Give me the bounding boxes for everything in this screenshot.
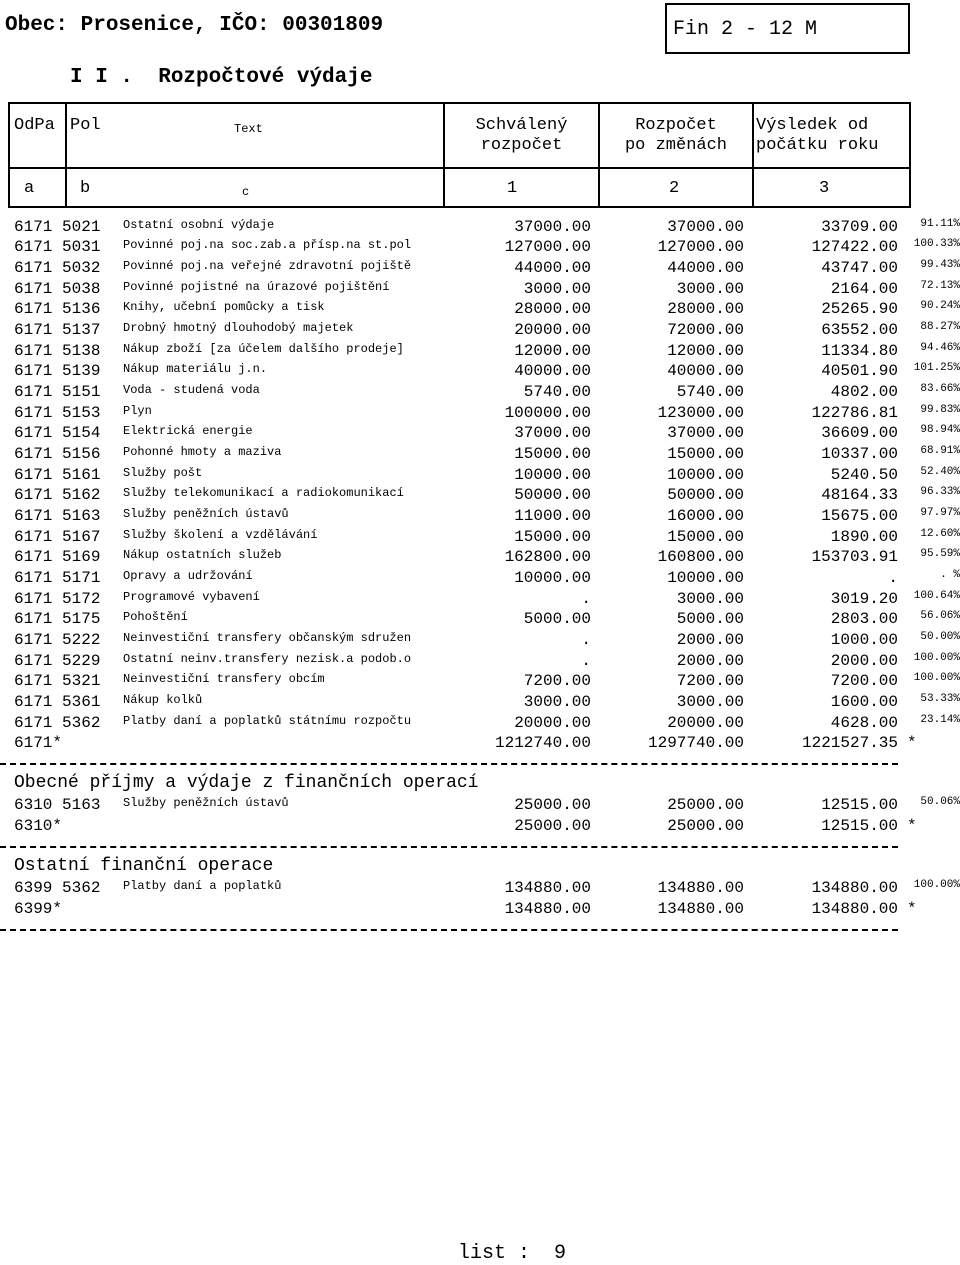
col-rozpocet-line1: Rozpočet	[635, 116, 717, 135]
row-upraveny: 2000.00	[676, 631, 744, 649]
row-schvaleny: 10000.00	[514, 569, 591, 587]
row-schvaleny: 28000.00	[514, 300, 591, 318]
row-schvaleny: 25000.00	[514, 796, 591, 814]
table-row	[14, 672, 960, 692]
row-codes: 6171 5156	[14, 445, 101, 463]
column-divider	[65, 104, 67, 206]
row-text: Ostatní osobní výdaje	[123, 218, 275, 232]
col-text: Text	[234, 122, 263, 136]
row-upraveny: 7200.00	[676, 672, 744, 690]
row-percent: 101.25%	[913, 362, 960, 374]
table-row	[14, 424, 960, 444]
row-schvaleny: .	[581, 590, 591, 608]
col-vysledek-line2: počátku roku	[756, 136, 879, 155]
row-upraveny: 123000.00	[657, 404, 744, 422]
row-codes: 6171 5175	[14, 610, 101, 628]
row-upraveny: 5000.00	[676, 610, 744, 628]
row-schvaleny: 15000.00	[514, 528, 591, 546]
row-upraveny: 5740.00	[676, 383, 744, 401]
table-row	[14, 404, 960, 424]
row-percent: 99.83%	[920, 404, 960, 416]
row-text: Neinvestiční transfery občanským sdružen	[123, 631, 412, 645]
row-codes: 6171 5138	[14, 342, 101, 360]
row-text: Služby peněžních ústavů	[123, 796, 289, 810]
row-percent: 88.27%	[920, 321, 960, 333]
row-text: Nákup materiálu j.n.	[123, 362, 268, 376]
row-upraveny: 25000.00	[667, 796, 744, 814]
row-codes: 6171 5032	[14, 259, 101, 277]
table-row	[14, 383, 960, 403]
table-row	[14, 590, 960, 610]
row-upraveny: 134880.00	[657, 879, 744, 897]
col-letter-c: c	[242, 185, 250, 199]
row-schvaleny: 5000.00	[523, 610, 591, 628]
row-text: Knihy, učební pomůcky a tisk	[123, 300, 325, 314]
row-vysledek: 43747.00	[821, 259, 898, 277]
row-codes: 6171 5171	[14, 569, 101, 587]
row-vysledek: 1000.00	[830, 631, 898, 649]
row-text: Nákup zboží [za účelem dalšího prodeje]	[123, 342, 404, 356]
row-schvaleny: 134880.00	[504, 879, 591, 897]
row-text: Programové vybavení	[123, 590, 260, 604]
col-odpa: OdPa	[14, 116, 55, 135]
row-vysledek: 1600.00	[830, 693, 898, 711]
row-vysledek: 40501.90	[821, 362, 898, 380]
table-row	[14, 548, 960, 568]
row-upraveny: 37000.00	[667, 424, 744, 442]
col-vysledek-line1: Výsledek od	[756, 116, 869, 135]
row-upraveny: 28000.00	[667, 300, 744, 318]
row-codes: 6171 5136	[14, 300, 101, 318]
table-row	[14, 528, 960, 548]
row-percent: 23.14%	[920, 714, 960, 726]
page-number: list : 9	[458, 1242, 567, 1265]
row-vysledek: 3019.20	[830, 590, 898, 608]
row-vysledek: 2000.00	[830, 652, 898, 670]
row-text: Nákup ostatních služeb	[123, 548, 282, 562]
row-codes: 6171 5321	[14, 672, 101, 690]
row-schvaleny: 10000.00	[514, 466, 591, 484]
dashed-separator	[0, 929, 898, 931]
row-codes: 6171 5139	[14, 362, 101, 380]
row-percent: 12.60%	[920, 528, 960, 540]
col-pol: Pol	[70, 116, 101, 135]
row-vysledek: 36609.00	[821, 424, 898, 442]
row-upraveny: 15000.00	[667, 445, 744, 463]
table-row	[14, 445, 960, 465]
row-percent: 50.06%	[920, 796, 960, 808]
row-text: Platby daní a poplatků	[123, 879, 282, 893]
row-percent: 97.97%	[920, 507, 960, 519]
row-upraveny: 3000.00	[676, 280, 744, 298]
row-vysledek: 2803.00	[830, 610, 898, 628]
group-title: Ostatní finanční operace	[14, 856, 274, 876]
table-row	[14, 280, 960, 300]
table-row	[14, 466, 960, 486]
row-schvaleny: 20000.00	[514, 714, 591, 732]
column-divider	[752, 104, 754, 206]
table-row	[14, 879, 960, 899]
row-codes: 6171 5362	[14, 714, 101, 732]
row-vysledek: 4802.00	[830, 383, 898, 401]
row-percent: 72.13%	[920, 280, 960, 292]
table-row	[14, 714, 960, 734]
row-vysledek: 63552.00	[821, 321, 898, 339]
row-upraveny: 10000.00	[667, 569, 744, 587]
table-row	[14, 238, 960, 258]
row-codes: 6310 5163	[14, 796, 101, 814]
row-upraveny: 20000.00	[667, 714, 744, 732]
row-schvaleny: 40000.00	[514, 362, 591, 380]
row-percent: 100.00%	[913, 879, 960, 891]
table-row	[14, 362, 960, 382]
row-vysledek: 1890.00	[830, 528, 898, 546]
row-codes: 6171 5031	[14, 238, 101, 256]
row-percent: 83.66%	[920, 383, 960, 395]
municipality-header: Obec: Prosenice, IČO: 00301809	[5, 14, 384, 37]
row-percent: 100.33%	[913, 238, 960, 250]
row-vysledek: 7200.00	[830, 672, 898, 690]
row-schvaleny: 100000.00	[504, 404, 591, 422]
table-row	[14, 218, 960, 238]
row-upraveny: 12000.00	[667, 342, 744, 360]
subtotal-vysledek: 12515.00	[821, 817, 898, 835]
row-percent: 52.40%	[920, 466, 960, 478]
row-codes: 6171 5163	[14, 507, 101, 525]
row-upraveny: 16000.00	[667, 507, 744, 525]
row-vysledek: .	[888, 569, 898, 587]
row-text: Pohoštění	[123, 610, 188, 624]
row-codes: 6171 5038	[14, 280, 101, 298]
row-schvaleny: 3000.00	[523, 280, 591, 298]
subtotal-vysledek: 1221527.35	[801, 734, 898, 752]
row-text: Nákup kolků	[123, 693, 203, 707]
dashed-separator	[0, 763, 898, 765]
header-separator	[10, 167, 909, 169]
subtotal-upraveny: 134880.00	[657, 900, 744, 918]
row-text: Služby peněžních ústavů	[123, 507, 289, 521]
row-schvaleny: 44000.00	[514, 259, 591, 277]
row-text: Drobný hmotný dlouhodobý majetek	[123, 321, 354, 335]
row-vysledek: 15675.00	[821, 507, 898, 525]
row-schvaleny: 127000.00	[504, 238, 591, 256]
subtotal-upraveny: 1297740.00	[647, 734, 744, 752]
row-upraveny: 10000.00	[667, 466, 744, 484]
row-text: Platby daní a poplatků státnímu rozpočtu	[123, 714, 412, 728]
table-row	[14, 507, 960, 527]
subtotal-schvaleny: 134880.00	[504, 900, 591, 918]
row-text: Povinné pojistné na úrazové pojištění	[123, 280, 390, 294]
row-vysledek: 127422.00	[811, 238, 898, 256]
subtotal-star: *	[907, 734, 917, 752]
row-upraveny: 3000.00	[676, 590, 744, 608]
row-codes: 6171 5172	[14, 590, 101, 608]
row-percent: 96.33%	[920, 486, 960, 498]
subtotal-row	[14, 734, 960, 754]
row-text: Služby telekomunikací a radiokomunikací	[123, 486, 404, 500]
row-upraveny: 40000.00	[667, 362, 744, 380]
row-upraveny: 127000.00	[657, 238, 744, 256]
subtotal-schvaleny: 1212740.00	[494, 734, 591, 752]
row-upraveny: 72000.00	[667, 321, 744, 339]
row-text: Elektrická energie	[123, 424, 253, 438]
row-codes: 6171 5162	[14, 486, 101, 504]
row-schvaleny: 5740.00	[523, 383, 591, 401]
col-schvaleny-line2: rozpočet	[480, 136, 563, 155]
subtotal-code: 6171*	[14, 734, 63, 752]
row-upraveny: 160800.00	[657, 548, 744, 566]
row-schvaleny: 3000.00	[523, 693, 591, 711]
row-codes: 6171 5161	[14, 466, 101, 484]
row-schvaleny: 12000.00	[514, 342, 591, 360]
row-vysledek: 122786.81	[811, 404, 898, 422]
row-codes: 6171 5151	[14, 383, 101, 401]
row-codes: 6171 5229	[14, 652, 101, 670]
col-letter-b: b	[80, 179, 91, 198]
row-text: Voda - studená voda	[123, 383, 260, 397]
row-text: Pohonné hmoty a maziva	[123, 445, 282, 459]
row-vysledek: 4628.00	[830, 714, 898, 732]
row-text: Ostatní neinv.transfery nezisk.a podob.o	[123, 652, 412, 666]
subtotal-code: 6310*	[14, 817, 63, 835]
subtotal-star: *	[907, 900, 917, 918]
col-num-1: 1	[507, 179, 518, 198]
row-codes: 6171 5021	[14, 218, 101, 236]
row-schvaleny: .	[581, 631, 591, 649]
dashed-separator	[0, 846, 898, 848]
row-schvaleny: 15000.00	[514, 445, 591, 463]
row-schvaleny: 11000.00	[514, 507, 591, 525]
row-percent: 98.94%	[920, 424, 960, 436]
row-codes: 6399 5362	[14, 879, 101, 897]
row-percent: 95.59%	[920, 548, 960, 560]
row-schvaleny: 162800.00	[504, 548, 591, 566]
row-text: Služby školení a vzdělávání	[123, 528, 318, 542]
table-row	[14, 486, 960, 506]
table-row	[14, 259, 960, 279]
row-codes: 6171 5169	[14, 548, 101, 566]
row-vysledek: 25265.90	[821, 300, 898, 318]
row-codes: 6171 5153	[14, 404, 101, 422]
table-row	[14, 342, 960, 362]
row-codes: 6171 5154	[14, 424, 101, 442]
table-row	[14, 631, 960, 651]
row-vysledek: 2164.00	[830, 280, 898, 298]
row-codes: 6171 5222	[14, 631, 101, 649]
row-percent: 100.00%	[913, 652, 960, 664]
row-percent: . %	[940, 569, 960, 581]
table-row	[14, 610, 960, 630]
row-vysledek: 5240.50	[830, 466, 898, 484]
group-title: Obecné příjmy a výdaje z finančních operací	[14, 773, 479, 793]
row-vysledek: 134880.00	[811, 879, 898, 897]
row-percent: 68.91%	[920, 445, 960, 457]
row-percent: 50.00%	[920, 631, 960, 643]
row-upraveny: 2000.00	[676, 652, 744, 670]
subtotal-code: 6399*	[14, 900, 63, 918]
row-vysledek: 153703.91	[811, 548, 898, 566]
row-codes: 6171 5137	[14, 321, 101, 339]
table-row	[14, 321, 960, 341]
row-percent: 99.43%	[920, 259, 960, 271]
subtotal-row	[14, 817, 960, 837]
row-upraveny: 50000.00	[667, 486, 744, 504]
row-percent: 100.64%	[913, 590, 960, 602]
row-upraveny: 44000.00	[667, 259, 744, 277]
subtotal-star: *	[907, 817, 917, 835]
subtotal-row	[14, 900, 960, 920]
column-header-box	[8, 102, 911, 208]
row-schvaleny: 37000.00	[514, 424, 591, 442]
form-id-box: Fin 2 - 12 M	[665, 3, 910, 54]
row-vysledek: 11334.80	[821, 342, 898, 360]
table-row	[14, 693, 960, 713]
section-title: I I . Rozpočtové výdaje	[70, 66, 373, 89]
table-row	[14, 569, 960, 589]
row-percent: 94.46%	[920, 342, 960, 354]
row-text: Služby pošt	[123, 466, 203, 480]
row-text: Neinvestiční transfery obcím	[123, 672, 325, 686]
row-vysledek: 48164.33	[821, 486, 898, 504]
col-num-2: 2	[669, 179, 680, 198]
row-text: Povinné poj.na soc.zab.a přísp.na st.pol	[123, 238, 412, 252]
row-upraveny: 3000.00	[676, 693, 744, 711]
row-vysledek: 10337.00	[821, 445, 898, 463]
table-row	[14, 300, 960, 320]
row-upraveny: 37000.00	[667, 218, 744, 236]
row-codes: 6171 5361	[14, 693, 101, 711]
subtotal-upraveny: 25000.00	[667, 817, 744, 835]
row-text: Plyn	[123, 404, 152, 418]
row-schvaleny: .	[581, 652, 591, 670]
row-schvaleny: 20000.00	[514, 321, 591, 339]
col-rozpocet-line2: po změnách	[624, 136, 728, 155]
row-percent: 90.24%	[920, 300, 960, 312]
subtotal-vysledek: 134880.00	[811, 900, 898, 918]
row-percent: 91.11%	[920, 218, 960, 230]
col-letter-a: a	[24, 179, 35, 198]
row-schvaleny: 7200.00	[523, 672, 591, 690]
row-codes: 6171 5167	[14, 528, 101, 546]
row-text: Opravy a udržování	[123, 569, 253, 583]
row-vysledek: 12515.00	[821, 796, 898, 814]
table-row	[14, 652, 960, 672]
table-row	[14, 796, 960, 816]
row-upraveny: 15000.00	[667, 528, 744, 546]
col-num-3: 3	[819, 179, 830, 198]
row-vysledek: 33709.00	[821, 218, 898, 236]
row-percent: 53.33%	[920, 693, 960, 705]
row-schvaleny: 50000.00	[514, 486, 591, 504]
row-percent: 56.06%	[920, 610, 960, 622]
col-schvaleny-line1: Schválený	[475, 116, 568, 135]
row-schvaleny: 37000.00	[514, 218, 591, 236]
subtotal-schvaleny: 25000.00	[514, 817, 591, 835]
row-text: Povinné poj.na veřejné zdravotní pojiště	[123, 259, 412, 273]
row-percent: 100.00%	[913, 672, 960, 684]
